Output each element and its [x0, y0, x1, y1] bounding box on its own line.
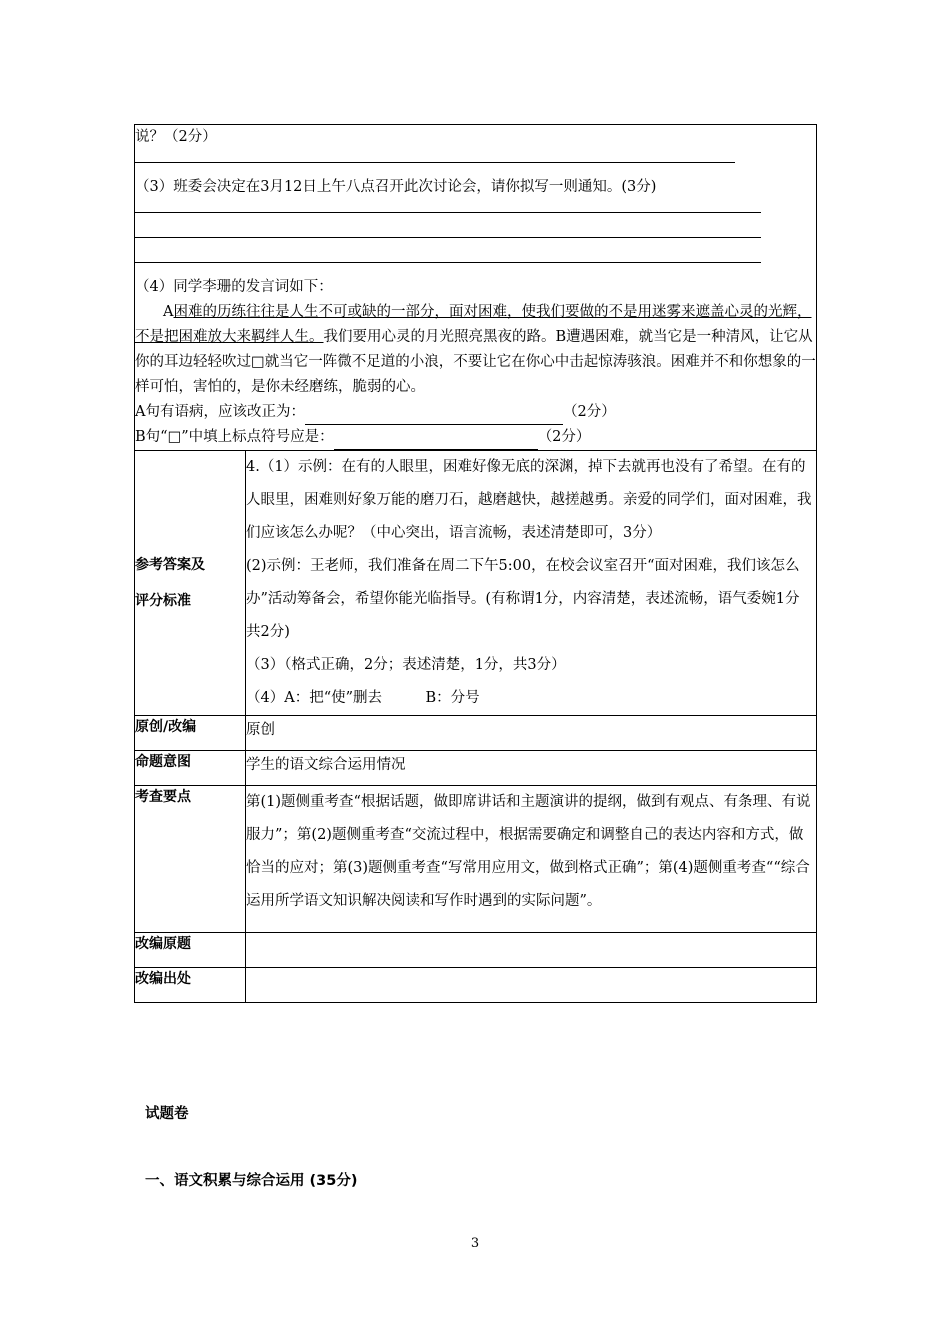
a-correction-line: [135, 400, 816, 425]
q3-text: （3）班委会决定在3月12日上午八点召开此次讨论会，请你拟写一则通知。(3分): [135, 179, 657, 195]
q2-tail: 说？（2分）: [135, 129, 217, 145]
b-punct-line: [135, 425, 816, 450]
section-title: 一、语文积累与综合运用 (35分): [145, 1173, 358, 1189]
speech-passage: [135, 300, 816, 400]
answer-row: [135, 451, 817, 716]
answer-line: [135, 150, 735, 163]
page-number: 3: [470, 1236, 480, 1251]
intent-label: 命题意图: [135, 751, 246, 786]
answer-label: 参考答案及 评分标准: [135, 451, 246, 716]
source-label: 改编出处: [135, 968, 246, 1003]
answer-3: （3）（格式正确，2分；表述清楚，1分，共3分）: [246, 657, 566, 673]
answer-cell: [246, 451, 817, 716]
b-blank: [334, 433, 538, 450]
points-label: 考查要点: [135, 786, 246, 933]
origin-label: 原创/改编: [135, 716, 246, 751]
paper-title: 试题卷: [145, 1106, 189, 1122]
answer-1: 4.（1）示例：在有的人眼里，困难好像无底的深渊，掉下去就再也没有了希望。在有的人眼里，困难则好象万能的磨刀石，越磨越快，越搓越勇。亲爱的同学们，面对困难，我们应该怎么办呢？（中心突出，语言流畅，表述清楚即可，3分）: [246, 459, 812, 541]
origin-row: [135, 716, 817, 751]
answer-4: （4）A：把“使”删去 B：分号: [246, 690, 480, 706]
passage-a-label: A: [163, 304, 174, 320]
intent-value: 学生的语文综合运用情况: [246, 751, 817, 786]
points-row: [135, 786, 817, 933]
passage-rest: 我们要用心灵的月光照亮黑夜的路。B遭遇困难，就当它是一种清风，让它从你的耳边轻轻吹过□就当它一阵微不足道的小浪，不要让它在你心中击起惊涛骇浪。困难并不和你想象的一样可怕，害怕的，是你未经磨练，脆弱的心。: [135, 329, 816, 395]
intent-row: [135, 751, 817, 786]
points-value: 第(1)题侧重考查“根据话题，做即席讲话和主题演讲的提纲，做到有观点、有条理、有说服力”；第(2)题侧重考查“交流过程中，根据需要确定和调整自己的表达内容和方式，做恰当的应对；第(3)题侧重考查“写常用应用文，做到格式正确”；第(4)题侧重考查““综合运用所学语文知识解决阅读和写作时遇到的实际问题”。: [246, 786, 817, 933]
b-prompt: B句“□”中填上标点符号应是：: [135, 429, 334, 445]
b-score: （2分）: [537, 429, 591, 445]
a-score: （2分）: [562, 404, 616, 420]
source-row: [135, 968, 817, 1003]
question-table: [134, 124, 817, 1003]
adapt-row: [135, 933, 817, 968]
answer-line: [135, 200, 761, 213]
origin-value: 原创: [246, 716, 817, 751]
q4-intro: （4）同学李珊的发言词如下：: [135, 279, 333, 295]
passage-a-sentence: 困难的历练往往是人生不可或缺的一部分，面对困难，使我们要做的不是用迷雾来遮盖心灵的光辉，不是把困难放大来羁绊人生。: [135, 304, 812, 345]
a-prompt: A句有语病，应该改正为：: [135, 404, 305, 420]
question-cell: [135, 125, 817, 451]
adapt-label: 改编原题: [135, 933, 246, 968]
answer-2: (2)示例：王老师，我们准备在周二下午5:00，在校会议室召开“面对困难，我们该怎么办”活动筹备会，希望你能光临指导。(有称谓1分，内容清楚，表述流畅，语气委婉1分 共2分): [246, 558, 815, 640]
adapt-value: [246, 933, 817, 968]
answer-line: [135, 225, 761, 238]
answer-line: [135, 250, 761, 263]
source-value: [246, 968, 817, 1003]
question-row: [135, 125, 817, 451]
a-blank: [305, 408, 563, 425]
